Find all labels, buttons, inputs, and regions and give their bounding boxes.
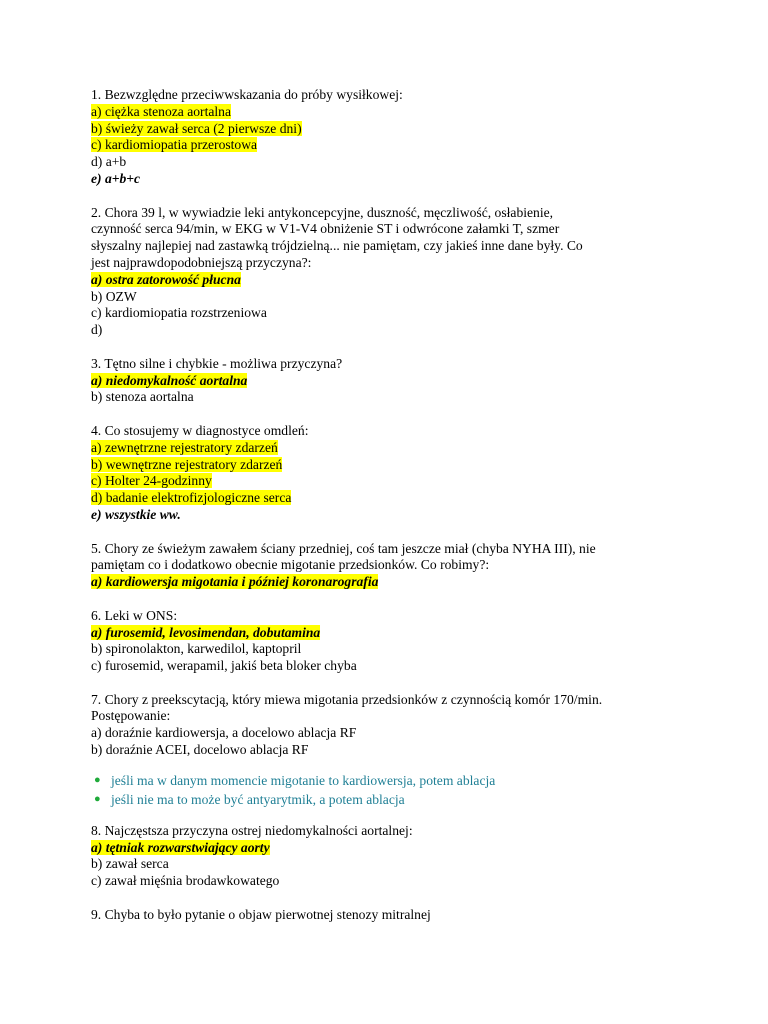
answer-option-e-correct: e) a+b+c <box>91 170 141 186</box>
question-6 <box>91 608 691 675</box>
answer-option-d: d) a+b <box>91 154 127 170</box>
question-3 <box>91 356 691 406</box>
question-title: 6. Leki w ONS: <box>91 607 178 623</box>
answer-option-b: b) doraźnie ACEI, docelowo ablacja RF <box>91 742 309 758</box>
question-9 <box>91 907 691 924</box>
question-text-line: jest najprawdopodobniejszą przyczyna?: <box>91 254 312 270</box>
answer-option-b: b) OZW <box>91 288 137 304</box>
answer-option-d: d) badanie elektrofizjologiczne serca <box>91 490 292 506</box>
answer-option-c: c) kardiomiopatia przerostowa <box>91 137 258 153</box>
question-text-line: Postępowanie: <box>91 708 171 724</box>
question-text-line: czynność serca 94/min, w EKG w V1-V4 obniżenie ST i odwrócone załamki T, szmer <box>91 221 560 237</box>
document-page <box>91 87 691 924</box>
answer-option-a-correct: a) niedomykalność aortalna <box>91 372 248 388</box>
answer-option-a: a) doraźnie kardiowersja, a docelowo ablacja RF <box>91 725 357 741</box>
list-item <box>91 790 691 809</box>
question-4 <box>91 423 691 524</box>
question-title: 9. Chyba to było pytanie o objaw pierwotnej stenozy mitralnej <box>91 906 431 922</box>
question-title: 8. Najczęstsza przyczyna ostrej niedomykalności aortalnej: <box>91 822 413 838</box>
question-title: 1. Bezwzględne przeciwwskazania do próby wysiłkowej: <box>91 87 403 102</box>
bullet-dot-icon: ● <box>94 792 101 805</box>
question-5 <box>91 541 691 591</box>
answer-option-a-correct: a) furosemid, levosimendan, dobutamina <box>91 624 321 640</box>
answer-option-d: d) <box>91 322 103 338</box>
answer-option-e-correct: e) wszystkie ww. <box>91 506 181 522</box>
answer-option-c: c) furosemid, werapamil, jakiś beta bloker chyba <box>91 658 357 674</box>
bullet-text: jeśli ma w danym momencie migotanie to kardiowersja, potem ablacja <box>111 772 496 788</box>
question-text-line: pamiętam co i dodatkowo obecnie migotanie przedsionków. Co robimy?: <box>91 557 490 573</box>
question-title: 3. Tętno silne i chybkie - możliwa przyczyna? <box>91 355 343 371</box>
question-text-line: 7. Chory z preekscytacją, który miewa migotania przedsionków z czynnością komór 170/min. <box>91 691 603 707</box>
answer-option-b: b) stenoza aortalna <box>91 389 194 405</box>
answer-option-c: c) Holter 24-godzinny <box>91 473 212 489</box>
answer-option-b: b) świeży zawał serca (2 pierwsze dni) <box>91 120 302 136</box>
bullet-dot-icon: ● <box>94 773 101 786</box>
answer-option-a-correct: a) kardiowersja migotania i później koronarografia <box>91 574 379 590</box>
answer-option-a-correct: a) tętniak rozwarstwiający aorty <box>91 839 270 855</box>
question-text-line: słyszalny najlepiej nad zastawką trójdzielną... nie pamiętam, czy jakieś inne dane były. Co <box>91 238 583 254</box>
question-title: 4. Co stosujemy w diagnostyce omdleń: <box>91 422 309 438</box>
question-1 <box>91 87 691 188</box>
answer-option-a: a) ciężka stenoza aortalna <box>91 103 231 119</box>
answer-option-a-correct: a) ostra zatorowość płucna <box>91 271 241 287</box>
question-2 <box>91 205 691 339</box>
answer-option-b: b) wewnętrzne rejestratory zdarzeń <box>91 456 283 472</box>
answer-option-b: b) zawał serca <box>91 856 169 872</box>
comment-bullet-list <box>91 771 691 809</box>
question-7 <box>91 692 691 809</box>
answer-option-c: c) zawał mięśnia brodawkowatego <box>91 873 280 889</box>
question-8 <box>91 823 691 890</box>
answer-option-c: c) kardiomiopatia rozstrzeniowa <box>91 305 267 321</box>
answer-option-b: b) spironolakton, karwedilol, kaptopril <box>91 641 302 657</box>
question-text-line: 5. Chory ze świeżym zawałem ściany przedniej, coś tam jeszcze miał (chyba NYHA III), nie <box>91 540 596 556</box>
bullet-text: jeśli nie ma to może być antyarytmik, a potem ablacja <box>111 791 405 807</box>
list-item <box>91 771 691 790</box>
question-text-line: 2. Chora 39 l, w wywiadzie leki antykoncepcyjne, duszność, męczliwość, osłabienie, <box>91 204 554 220</box>
answer-option-a: a) zewnętrzne rejestratory zdarzeń <box>91 439 278 455</box>
